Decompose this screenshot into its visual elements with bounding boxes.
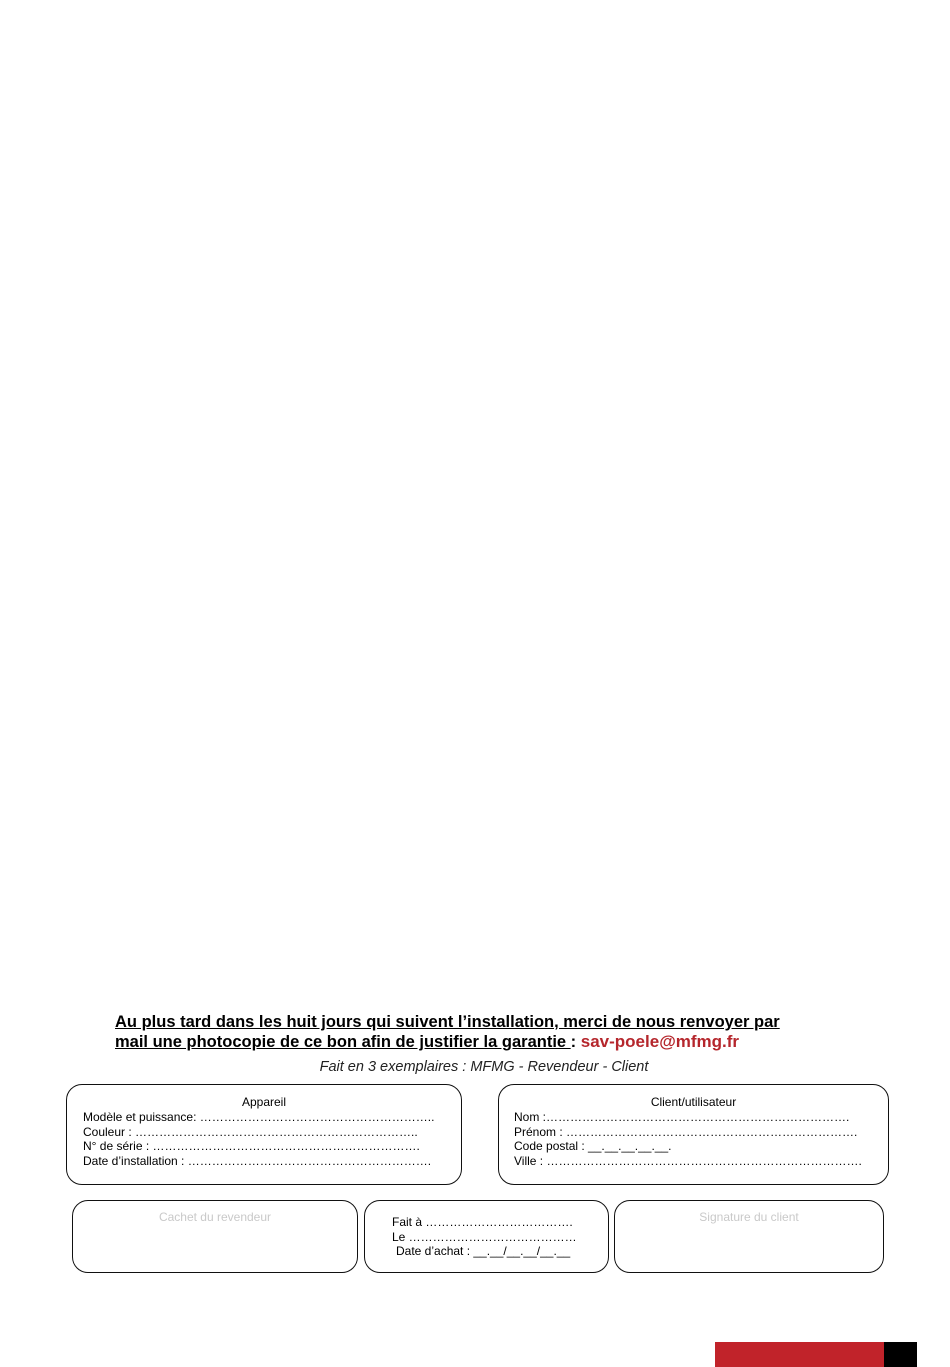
appareil-title: Appareil	[241, 1095, 287, 1109]
appareil-box	[66, 1084, 462, 1185]
purchase-date-field[interactable]: Date d’achat : __.__/__.__/__.__	[396, 1244, 571, 1258]
client-title: Client/utilisateur	[650, 1095, 737, 1109]
notice-line-1: Au plus tard dans les huit jours qui suivent l’installation, merci de nous renvoyer par	[115, 1013, 780, 1031]
place-field[interactable]: Fait à ……………………………….	[392, 1215, 573, 1229]
client-signature-box[interactable]	[614, 1200, 884, 1273]
notice-line-2: mail une photocopie de ce bon afin de justifier la garantie	[115, 1033, 571, 1051]
date-field[interactable]: Le ……………………………………	[392, 1229, 577, 1244]
footer-black-block	[884, 1342, 917, 1367]
color-field[interactable]: Couleur : ……………………………………………………………..	[83, 1124, 418, 1139]
client-signature-label: Signature du client	[699, 1210, 799, 1224]
dealer-stamp-label: Cachet du revendeur	[158, 1210, 272, 1224]
installation-date-field[interactable]: Date d’installation : …………………………………………………….	[83, 1153, 432, 1168]
place-date-box	[364, 1200, 609, 1273]
dealer-stamp-box[interactable]	[72, 1200, 358, 1273]
notice-separator: :	[570, 1033, 577, 1051]
footer-red-bar	[715, 1342, 884, 1367]
copies-note: Fait en 3 exemplaires : MFMG - Revendeur - Client	[319, 1059, 649, 1075]
city-field[interactable]: Ville : …………………………………………………………………….	[514, 1153, 862, 1168]
warranty-notice	[115, 1012, 835, 1052]
last-name-field[interactable]: Nom :………………………………………………………………….	[514, 1110, 850, 1124]
client-box	[498, 1084, 889, 1185]
support-email-link[interactable]: sav-poele@mfmg.fr	[580, 1032, 740, 1051]
postal-code-field[interactable]: Code postal : __.__.__.__.__.	[514, 1139, 672, 1153]
model-power-field[interactable]: Modèle et puissance: …………………………………………………..	[83, 1110, 435, 1124]
first-name-field[interactable]: Prénom : ……………………………………………………………….	[514, 1124, 858, 1139]
serial-number-field[interactable]: N° de série : ………………………………………………………….	[83, 1139, 420, 1153]
